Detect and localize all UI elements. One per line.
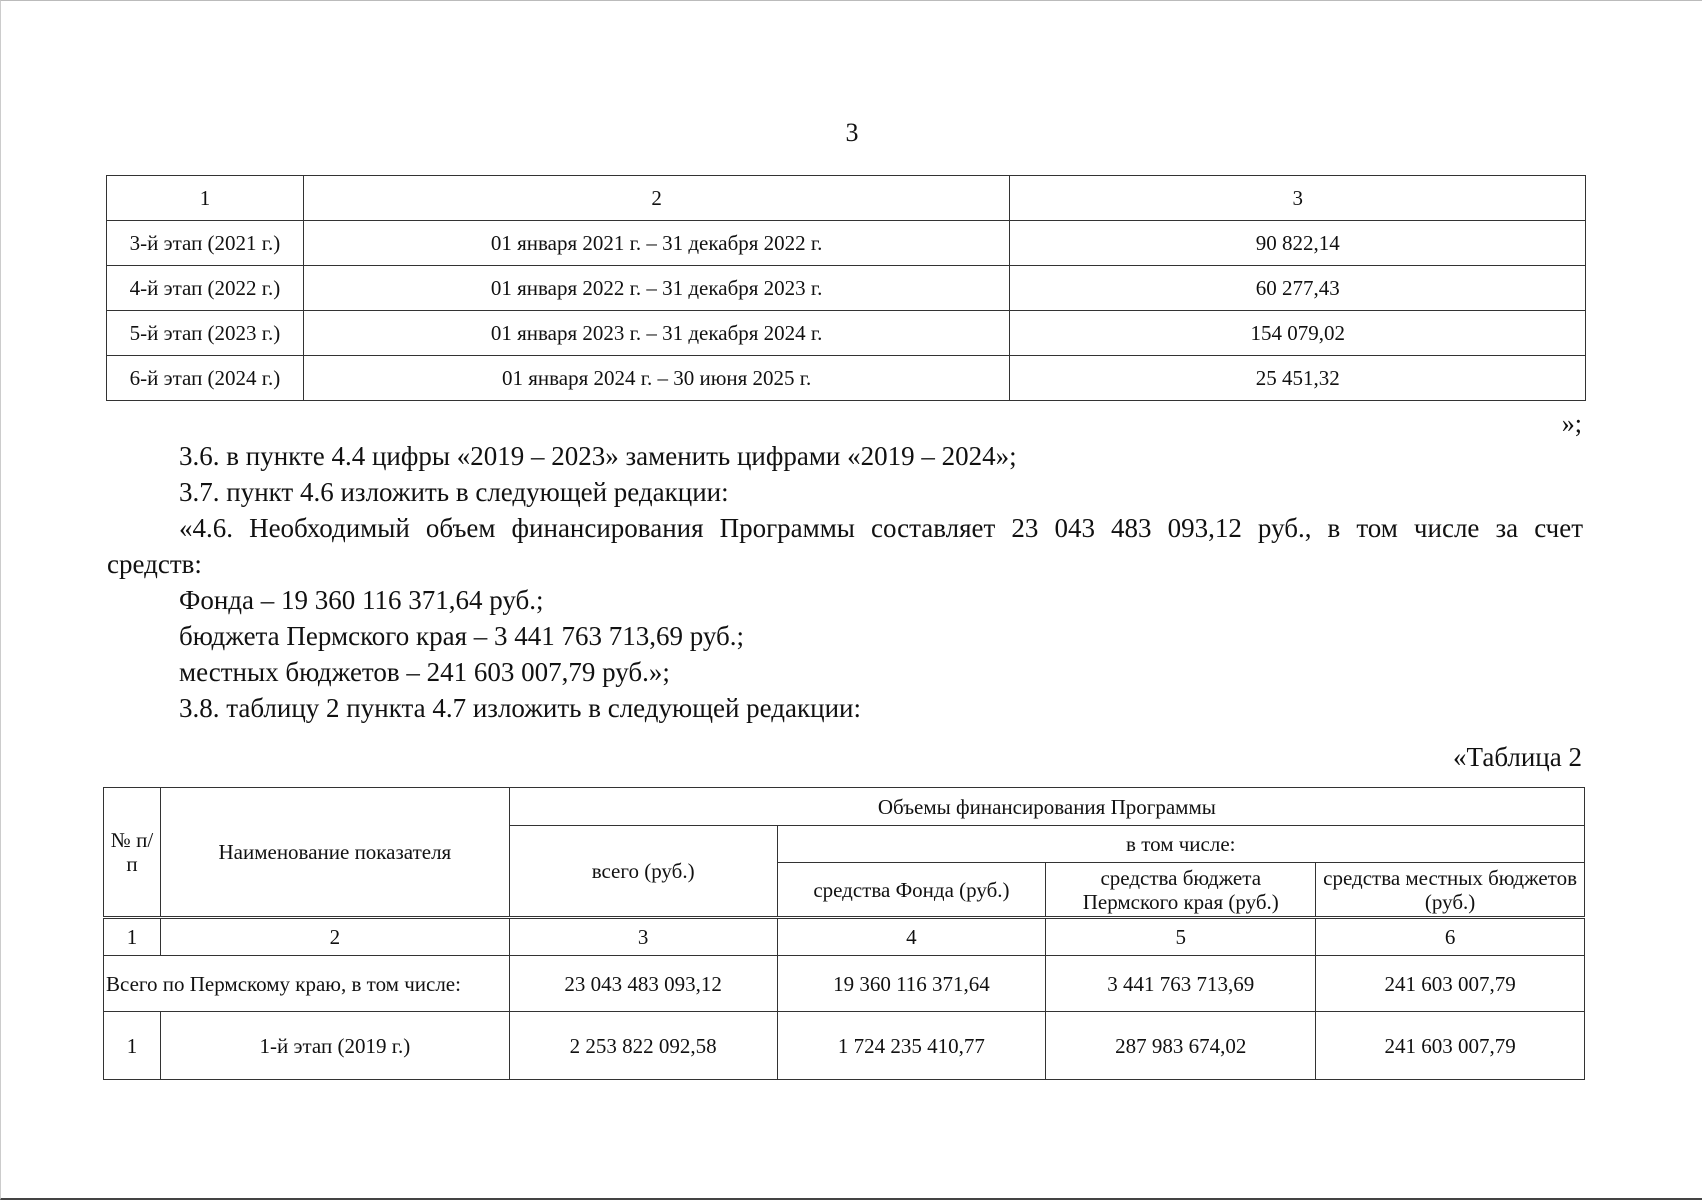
stage-cell: 6-й этап (2024 г.) [107, 356, 304, 401]
regional-budget-amount: бюджета Пермского края – 3 441 763 713,69 руб.; [179, 621, 745, 651]
value-cell: 25 451,32 [1010, 356, 1586, 401]
row-local: 241 603 007,79 [1316, 1012, 1585, 1080]
header-including: в том числе: [777, 826, 1584, 863]
paragraph-4-6: «4.6. Необходимый объем финансирования Программы составляет 23 043 483 093,12 руб., в том числе за счет [179, 513, 1583, 543]
column-number: 3 [509, 918, 777, 956]
table-row [107, 221, 1586, 266]
paragraph-3-7: 3.7. пункт 4.6 изложить в следующей редакции: [179, 477, 729, 507]
header-num: № п/п [104, 788, 161, 918]
table-row [107, 311, 1586, 356]
total-label: Всего по Пермскому краю, в том числе: [104, 956, 510, 1012]
local-budget-amount: местных бюджетов – 241 603 007,79 руб.»; [179, 657, 670, 687]
stage-cell: 4-й этап (2022 г.) [107, 266, 304, 311]
value-cell: 60 277,43 [1010, 266, 1586, 311]
total-row [104, 956, 1585, 1012]
total-local: 241 603 007,79 [1316, 956, 1585, 1012]
header-name: Наименование показателя [160, 788, 509, 918]
paragraph-3-6: 3.6. в пункте 4.4 цифры «2019 – 2023» заменить цифрами «2019 – 2024»; [179, 441, 1017, 471]
table-row [107, 356, 1586, 401]
table-row [104, 1012, 1585, 1080]
table-row [107, 266, 1586, 311]
closing-quote: »; [1561, 409, 1582, 438]
period-cell: 01 января 2024 г. – 30 июня 2025 г. [303, 356, 1010, 401]
row-total: 2 253 822 092,58 [509, 1012, 777, 1080]
table-caption: «Таблица 2 [1453, 742, 1582, 772]
stages-table [106, 175, 1586, 401]
total-regional: 3 441 763 713,69 [1046, 956, 1316, 1012]
column-number: 2 [303, 176, 1010, 221]
amendment-text [107, 438, 1583, 726]
row-name: 1-й этап (2019 г.) [160, 1012, 509, 1080]
header-regional: средства бюджета Пермского края (руб.) [1046, 863, 1316, 918]
value-cell: 154 079,02 [1010, 311, 1586, 356]
header-volumes: Объемы финансирования Программы [509, 788, 1584, 826]
row-fund: 1 724 235 410,77 [777, 1012, 1046, 1080]
column-number: 4 [777, 918, 1046, 956]
column-numbers-row [104, 918, 1585, 956]
column-number: 1 [107, 176, 304, 221]
column-number: 5 [1046, 918, 1316, 956]
column-number: 3 [1010, 176, 1586, 221]
column-number: 1 [104, 918, 161, 956]
period-cell: 01 января 2021 г. – 31 декабря 2022 г. [303, 221, 1010, 266]
page-number: 3 [845, 118, 859, 147]
paragraph-3-8: 3.8. таблицу 2 пункта 4.7 изложить в следующей редакции: [179, 693, 861, 723]
header-total: всего (руб.) [509, 826, 777, 918]
header-local: средства местных бюджетов (руб.) [1316, 863, 1585, 918]
column-number: 2 [160, 918, 509, 956]
paragraph-4-6-continuation: средств: [107, 549, 202, 579]
header-fund: средства Фонда (руб.) [777, 863, 1046, 918]
table-header-row [107, 176, 1586, 221]
period-cell: 01 января 2022 г. – 31 декабря 2023 г. [303, 266, 1010, 311]
row-num: 1 [104, 1012, 161, 1080]
stage-cell: 3-й этап (2021 г.) [107, 221, 304, 266]
financing-table [103, 787, 1585, 1080]
stage-cell: 5-й этап (2023 г.) [107, 311, 304, 356]
total-all: 23 043 483 093,12 [509, 956, 777, 1012]
fund-amount: Фонда – 19 360 116 371,64 руб.; [179, 585, 544, 615]
row-regional: 287 983 674,02 [1046, 1012, 1316, 1080]
total-fund: 19 360 116 371,64 [777, 956, 1046, 1012]
value-cell: 90 822,14 [1010, 221, 1586, 266]
period-cell: 01 января 2023 г. – 31 декабря 2024 г. [303, 311, 1010, 356]
column-number: 6 [1316, 918, 1585, 956]
table-header-row [104, 788, 1585, 826]
